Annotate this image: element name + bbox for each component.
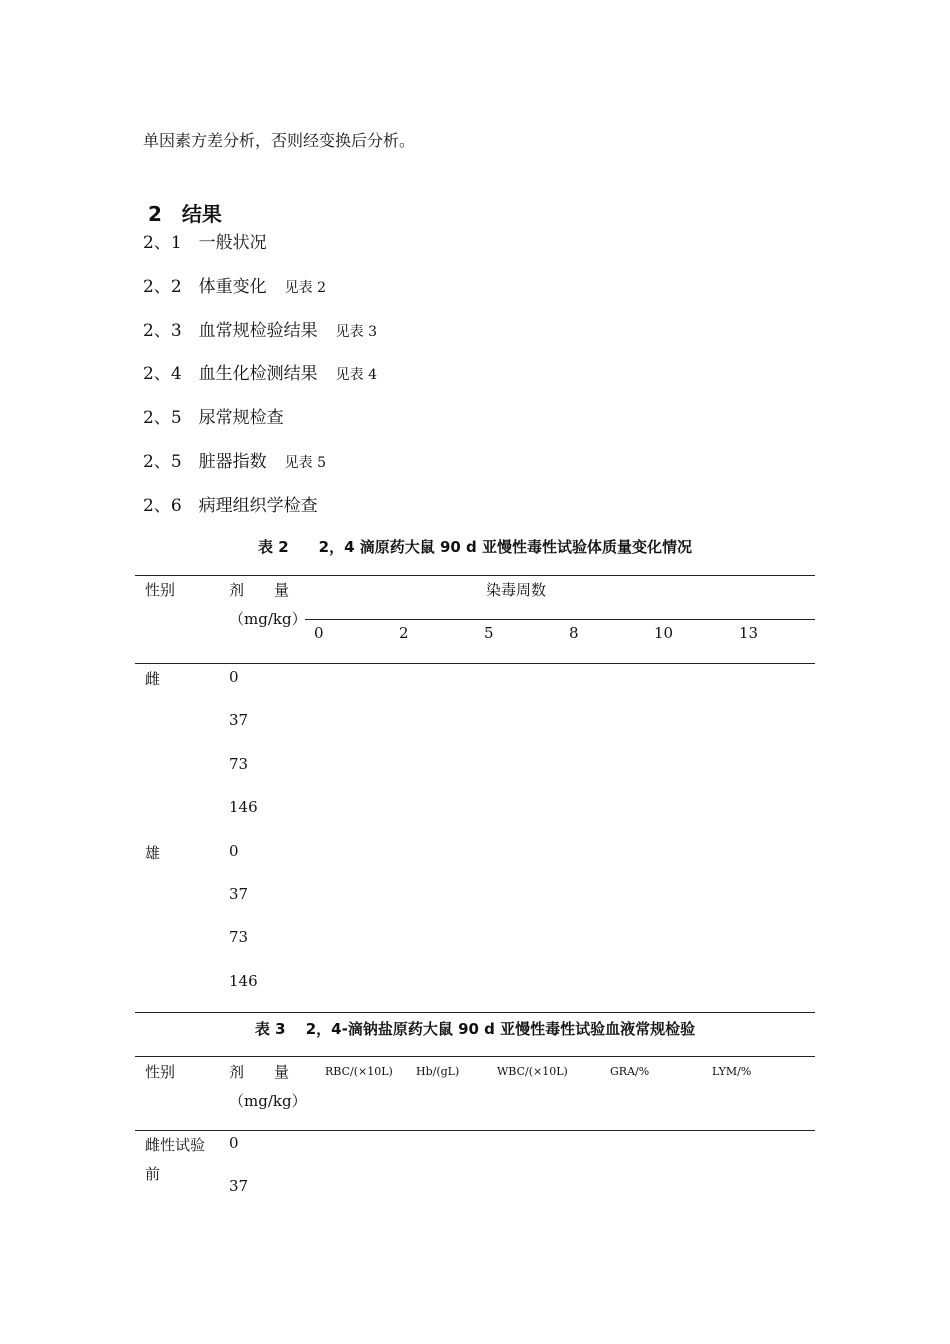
table2-dose-cell: 73 [229,755,249,773]
table2-bottom-rule [135,1012,815,1013]
table3-header-rule [135,1130,815,1131]
subsection-num: 2、3 [143,321,182,341]
table2-dose-cell: 146 [229,798,258,816]
table3-col-hb: Hb/(gL) [416,1065,460,1078]
table2-header-sex: 性别 [145,581,176,599]
table2-week-col: 10 [654,624,674,642]
subsection-title: 病理组织学检查 [198,496,318,516]
table3-header-dose: 剂 量 [229,1063,290,1081]
table3-dose-cell: 37 [229,1177,249,1195]
table3-group-label: 雌性试验 [145,1136,206,1154]
table2-week-col: 13 [739,624,759,642]
table2-sex-female: 雌 [145,670,161,688]
subsection-title: 脏器指数 [198,452,267,472]
table3-top-rule [135,1056,815,1057]
subsection-ref: 见表 2 [284,280,326,296]
table3-caption: 表 3 2，4-滴钠盐原药大鼠 90 d 亚慢性毒性试验血液常规检验 [254,1020,696,1038]
table3-col-gra: GRA/% [610,1065,650,1078]
table2-header-dose-unit: （mg/kg） [229,610,307,628]
table2-dose-cell: 0 [229,842,239,860]
table3-col-lym: LYM/% [712,1065,752,1078]
table2-week-col: 8 [569,624,579,642]
subsection-num: 2、6 [143,496,182,516]
subsection-item [143,228,267,253]
table2-week-col: 0 [314,624,324,642]
subsection-ref: 见表 4 [335,367,377,383]
table2-top-rule [135,575,815,576]
table3-header-sex: 性别 [145,1063,176,1081]
table3-col-wbc: WBC/(×10L) [497,1065,568,1078]
table2-dose-cell: 73 [229,928,249,946]
table2-dose-cell: 37 [229,711,249,729]
subsection-item [143,447,326,472]
subsection-title: 血常规检验结果 [198,321,318,341]
intro-line: 单因素方差分析，否则经变换后分析。 [143,131,416,150]
table2-week-col: 5 [484,624,494,642]
table2-header-rule [135,663,815,664]
table2-dose-cell: 0 [229,668,239,686]
subsection-num: 2、2 [143,277,182,297]
subsection-item [143,359,377,384]
subsection-num: 2、5 [143,408,182,428]
subsection-ref: 见表 3 [335,324,377,340]
subsection-item [143,491,318,516]
table2-caption: 表 2 2，4 滴原药大鼠 90 d 亚慢性毒性试验体质量变化情况 [257,538,693,556]
table3-group-label-cont: 前 [145,1165,161,1183]
table2-dose-cell: 146 [229,972,258,990]
subsection-ref: 见表 5 [284,455,326,471]
table2-sex-male: 雄 [145,844,161,862]
subsection-item [143,272,326,297]
table2-weeks-rule [305,619,815,620]
subsection-title: 体重变化 [198,277,267,297]
subsection-num: 2、4 [143,364,182,384]
table3-header-dose-unit: （mg/kg） [229,1092,307,1110]
subsection-num: 2、5 [143,452,182,472]
subsection-num: 2、1 [143,233,182,253]
table2-dose-cell: 37 [229,885,249,903]
subsection-item [143,316,377,341]
table2-week-col: 2 [399,624,409,642]
subsection-item [143,403,284,428]
table2-header-weeks: 染毒周数 [486,581,547,599]
table3-dose-cell: 0 [229,1134,239,1152]
subsection-title: 一般状况 [198,233,267,253]
table2-header-dose: 剂 量 [229,581,290,599]
subsection-title: 血生化检测结果 [198,364,318,384]
subsection-title: 尿常规检查 [198,408,284,428]
section-heading: 2 结果 [148,202,222,226]
table3-col-rbc: RBC/(×10L) [325,1065,393,1078]
